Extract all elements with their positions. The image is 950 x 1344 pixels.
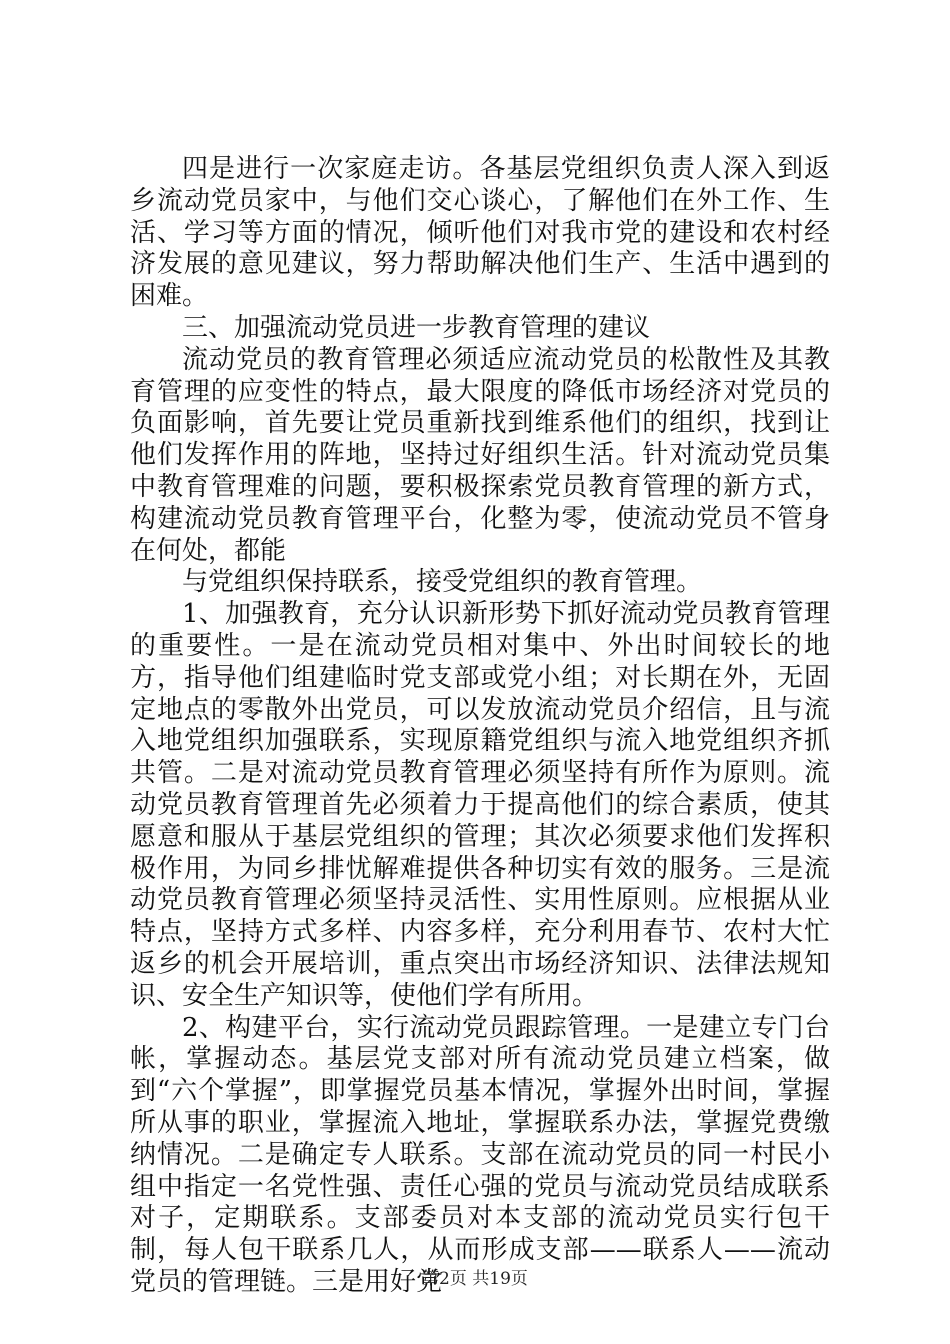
paragraph-strengthen-education: 1、加强教育，充分认识新形势下抓好流动党员教育管理的重要性。一是在流动党员相对集中、外出时间较长的地方，指导他们组建临时党支部或党小组；对长期在外，无固定地点的零散外出党员，可以发放流动党员介绍信，且与流入地党组织加强联系，实现原籍党组织与流入地党组织齐抓共管。二是对流动党员教育管理必须坚持有所作为原则。流动党员教育管理首先必须着力于提高他们的综合素质，使其愿意和服从于基层党组织的管理；其次必须要求他们发挥积极作用，为同乡排忧解难提供各种切实有效的服务。三是流动党员教育管理必须坚持灵活性、实用性原则。应根据从业特点，坚持方式多样、内容多样，充分利用春节、农村大忙返乡的机会开展培训，重点突出市场经济知识、法律法规知识、安全生产知识等，使他们学有所用。: [130, 599, 830, 1011]
document-body: [130, 154, 830, 1299]
paragraph-home-visit: 四是进行一次家庭走访。各基层党组织负责人深入到返乡流动党员家中，与他们交心谈心，了解他们在外工作、生活、学习等方面的情况，倾听他们对我市党的建设和农村经济发展的意见建议，努力帮助解决他们生产、生活中遇到的困难。: [130, 154, 830, 312]
section-heading-suggestions: 三、加强流动党员进一步教育管理的建议: [182, 312, 651, 343]
paragraph-build-platform: 2、构建平台，实行流动党员跟踪管理。一是建立专门台帐，掌握动态。基层党支部对所有流动党员建立档案，做到“六个掌握”，即掌握党员基本情况，掌握外出时间，掌握所从事的职业，掌握流入地址，掌握联系办法，掌握党费缴纳情况。二是确定专人联系。支部在流动党员的同一村民小组中指定一名党性强、责任心强的党员与流动党员结成联系对子，定期联系。支部委员对本支部的流动党员实行包干制，每人包干联系几人，从而形成支部——联系人——流动党员的管理链。三是用好党: [130, 1012, 830, 1297]
paragraph-keep-contact: 与党组织保持联系，接受党组织的教育管理。: [182, 567, 703, 598]
page-number-footer: 第2页 共19页: [422, 1269, 528, 1289]
paragraph-education-management: 流动党员的教育管理必须适应流动党员的松散性及其教育管理的应变性的特点，最大限度的降低市场经济对党员的负面影响，首先要让党员重新找到维系他们的组织，找到让他们发挥作用的阵地，坚持过好组织生活。针对流动党员集中教育管理难的问题，要积极探索党员教育管理的新方式，构建流动党员教育管理平台，化整为零，使流动党员不管身在何处，都能: [130, 344, 830, 566]
